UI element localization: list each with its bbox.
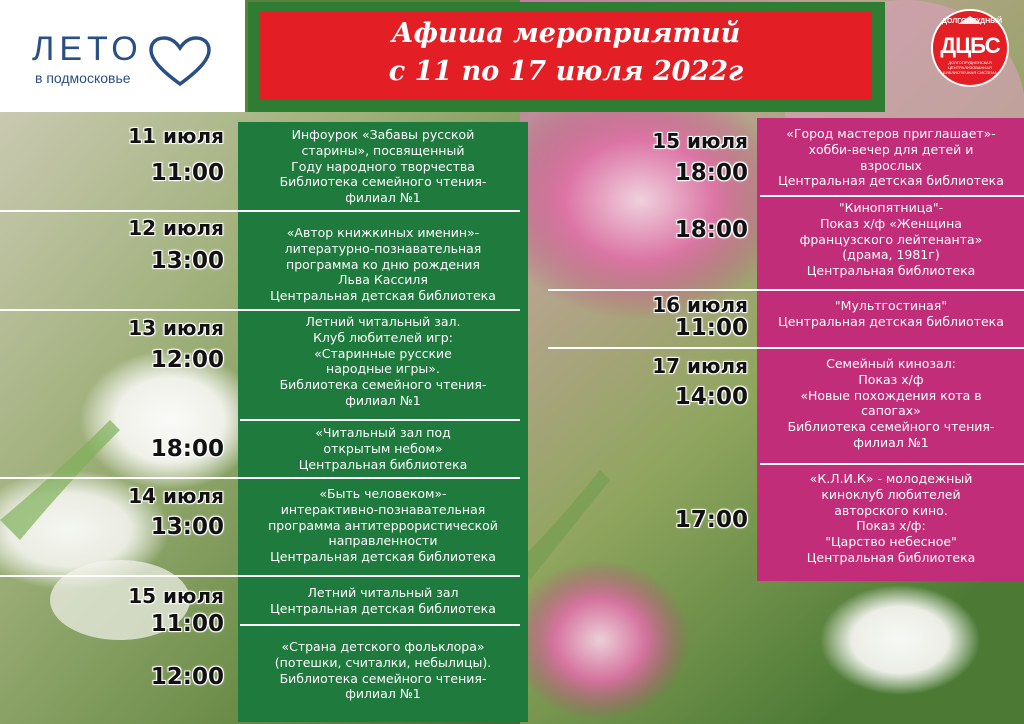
- event-item: [760, 356, 1022, 451]
- event-line: Центральная библиотека: [298, 456, 468, 472]
- date-label: 15 июля: [128, 584, 224, 608]
- event-line: взрослых: [860, 157, 922, 173]
- event-line: "Мультгостиная": [834, 298, 948, 313]
- time-label: 12:00: [150, 664, 224, 690]
- event-item: [760, 471, 1022, 566]
- event-line: хобби-вечер для детей и: [808, 141, 974, 157]
- heart-icon: [148, 36, 212, 88]
- time-label: 12:00: [150, 347, 224, 373]
- event-line: филиал №1: [853, 434, 929, 450]
- event-item: [240, 639, 526, 702]
- time-label: 11:00: [150, 160, 224, 186]
- date-label: 15 июля: [652, 129, 748, 153]
- event-line: интерактивно-познавательная: [280, 501, 486, 517]
- event-line: авторского кино.: [834, 502, 948, 518]
- event-line: «Новые похождения кота в: [800, 387, 982, 403]
- title-banner: [260, 12, 872, 100]
- time-label: 17:00: [674, 507, 748, 533]
- event-item: [240, 585, 526, 617]
- divider: [548, 347, 1024, 349]
- event-item: [240, 225, 526, 304]
- event-line: программа ко дню рождения: [286, 256, 480, 272]
- date-label: 13 июля: [128, 316, 224, 340]
- title-line-2: с 11 по 17 июля 2022г: [388, 56, 744, 87]
- event-line: Льва Кассиля: [338, 272, 428, 288]
- badge-caption: ДОЛГОПРУДНЕНСКАЯ ЦЕНТРАЛИЗОВАННАЯ БИБЛИОТЕЧНАЯ СИСТЕМА: [943, 60, 997, 75]
- event-line: «Читальный зал под: [315, 425, 451, 440]
- event-line: "Кинопятница"-: [838, 200, 944, 215]
- event-line: филиал №1: [345, 190, 421, 206]
- date-label: 16 июля: [652, 293, 748, 317]
- event-line: Показ х/ф: [858, 371, 924, 387]
- event-line: «Город мастеров приглашает»-: [786, 126, 996, 141]
- event-line: Центральная библиотека: [806, 549, 976, 565]
- divider: [0, 210, 520, 212]
- event-item: [240, 425, 526, 472]
- badge-abbr: ДЦБС: [940, 33, 1000, 58]
- event-item: [240, 127, 526, 206]
- date-label: 12 июля: [128, 216, 224, 240]
- event-line: Центральная детская библиотека: [778, 173, 1004, 189]
- event-line: (потешки, считалки, небылицы).: [274, 654, 492, 670]
- time-label: 14:00: [674, 384, 748, 410]
- event-line: программа антитеррористической: [268, 517, 498, 533]
- event-line: Летний читальный зал.: [305, 314, 461, 329]
- event-item: [240, 486, 526, 565]
- event-line: Центральная детская библиотека: [778, 313, 1004, 329]
- event-line: Библиотека семейного чтения-: [279, 174, 487, 190]
- divider: [760, 463, 1024, 465]
- event-line: Библиотека семейного чтения-: [279, 377, 487, 393]
- event-line: киноклуб любителей: [821, 486, 961, 502]
- event-line: Показ х/ф «Женщина: [820, 215, 962, 231]
- event-item: [760, 200, 1022, 279]
- divider: [548, 289, 1024, 291]
- event-line: Центральная библиотека: [806, 263, 976, 279]
- time-label: 18:00: [674, 160, 748, 186]
- event-line: Показ х/ф:: [856, 518, 926, 534]
- event-line: "Царство небесное": [825, 534, 957, 550]
- event-line: литературно-познавательная: [284, 240, 482, 256]
- event-line: Году народного творчества: [291, 158, 475, 174]
- event-line: Инфоурок «Забавы русской: [291, 127, 475, 142]
- time-label: 18:00: [674, 217, 748, 243]
- event-line: Клуб любителей игр:: [313, 329, 453, 345]
- event-line: «Страна детского фольклора»: [281, 639, 485, 654]
- date-label: 14 июля: [128, 484, 224, 508]
- event-line: «Старинные русские: [314, 345, 452, 361]
- event-item: [760, 126, 1022, 189]
- time-label: 13:00: [150, 514, 224, 540]
- event-line: направленности: [328, 533, 438, 549]
- event-line: Летний читальный зал: [307, 585, 459, 600]
- event-line: Библиотека семейного чтения-: [279, 670, 487, 686]
- event-line: Центральная детская библиотека: [270, 600, 496, 616]
- time-label: 18:00: [150, 436, 224, 462]
- event-line: филиал №1: [345, 392, 421, 408]
- divider: [0, 575, 520, 577]
- event-line: открытым небом»: [323, 440, 443, 456]
- event-line: филиал №1: [345, 686, 421, 702]
- event-item: [240, 314, 526, 409]
- event-line: Семейный кинозал:: [826, 356, 956, 371]
- event-line: сапогах»: [861, 403, 921, 419]
- time-label: 11:00: [150, 611, 224, 637]
- event-line: французского лейтенанта»: [799, 231, 983, 247]
- event-line: народные игры».: [326, 361, 440, 377]
- event-item: [760, 298, 1022, 330]
- logo-text: ЛЕТО: [32, 30, 143, 68]
- date-label: 17 июля: [652, 354, 748, 378]
- logo-subtitle: в подмосковье: [35, 70, 131, 86]
- time-label: 13:00: [150, 248, 224, 274]
- divider: [240, 419, 520, 421]
- divider: [0, 309, 520, 311]
- event-line: Библиотека семейного чтения-: [787, 419, 995, 435]
- divider: [240, 624, 520, 626]
- event-line: Центральная детская библиотека: [270, 549, 496, 565]
- logo-panel: [0, 0, 245, 112]
- event-line: старины», посвященный: [301, 142, 465, 158]
- title-line-1: Афиша мероприятий: [391, 18, 741, 49]
- time-label: 11:00: [674, 315, 748, 341]
- badge-city: ДОЛГОПРУДНЫЙ: [942, 18, 1003, 25]
- event-line: «Автор книжкиных именин»-: [286, 225, 480, 240]
- date-label: 11 июля: [128, 124, 224, 148]
- events-panel-left: [238, 122, 528, 722]
- divider: [760, 195, 1024, 197]
- event-line: «Быть человеком»-: [319, 486, 447, 501]
- event-line: Центральная детская библиотека: [270, 288, 496, 304]
- event-line: (драма, 1981г): [842, 247, 940, 263]
- divider: [0, 477, 520, 479]
- event-line: «К.Л.И.К» - молодежный: [809, 471, 973, 486]
